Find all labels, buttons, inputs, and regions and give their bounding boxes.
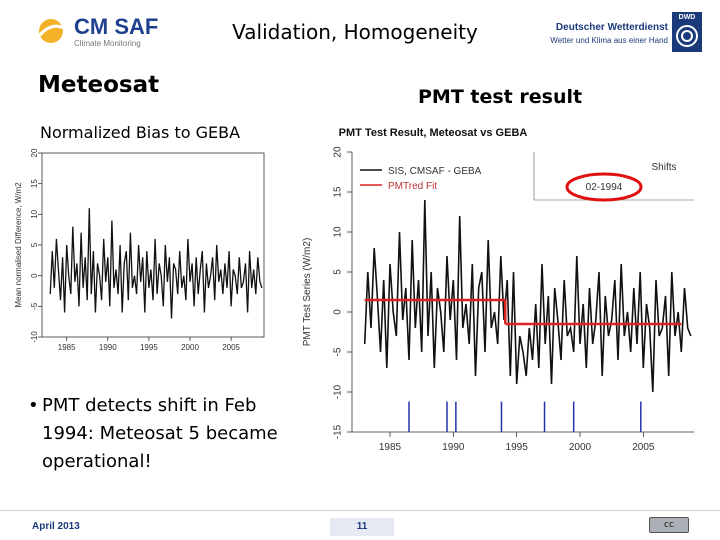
series-line-bias: [50, 208, 262, 318]
bias-chart: [12, 145, 270, 360]
pmt-chart: [298, 122, 708, 462]
left-chart-title: Normalized Bias to GEBA: [40, 123, 241, 142]
legend-label-fit: PMTred Fit: [388, 181, 438, 192]
y-tick-label: 15: [30, 179, 40, 189]
y-tick-label: 20: [30, 148, 40, 158]
y-tick-label: -5: [30, 302, 40, 310]
x-tick-label: 1990: [98, 343, 117, 352]
dwd-swirl-icon: [672, 22, 702, 52]
footer-date: April 2013: [32, 521, 80, 532]
sun-logo-icon: [34, 14, 68, 48]
dwd-name: Deutscher Wetterdienst: [555, 22, 668, 33]
shifts-label: Shifts: [651, 162, 677, 173]
legend-label-sis: SIS, CMSAF - GEBA: [388, 166, 482, 177]
x-tick-label: 1985: [378, 442, 402, 453]
callout-body: PMT detects shift in Feb 1994: Meteosat 5 became operational!: [42, 395, 278, 472]
slide-title: Validation, Homogeneity: [232, 20, 478, 44]
y-tick-label: 10: [332, 226, 344, 238]
dwd-logo: [672, 12, 702, 52]
callout-text: [28, 392, 288, 476]
dwd-tagline: Wetter und Klima aus einer Hand: [550, 36, 668, 45]
y-tick-label: 0: [332, 309, 344, 315]
x-tick-label: 2000: [181, 343, 199, 352]
x-tick-label: 1995: [139, 343, 158, 352]
x-tick-label: 2000: [568, 442, 592, 453]
x-tick-label: 2005: [632, 442, 655, 453]
y-tick-label: -10: [332, 384, 344, 400]
x-tick-label: 1995: [505, 442, 528, 453]
y-tick-label: -10: [30, 331, 40, 343]
cmsaf-logo: [34, 14, 164, 50]
x-tick-label: 1990: [442, 442, 465, 453]
y-tick-label: 5: [332, 269, 344, 275]
x-tick-label: 1985: [57, 343, 76, 352]
logo-subtitle: Climate Monitoring: [74, 39, 141, 48]
creative-commons-badge: cc: [649, 517, 689, 533]
y-tick-label: 10: [30, 209, 40, 219]
y-tick-label: 15: [332, 186, 344, 198]
y-tick-label: -15: [332, 424, 344, 440]
plot-frame: [42, 153, 264, 337]
y-tick-label: 0: [30, 273, 40, 278]
y-tick-label: -5: [332, 347, 344, 357]
bullet-marker: •: [28, 395, 39, 416]
right-chart-title: PMT Test Result, Meteosat vs GEBA: [338, 127, 528, 139]
y-axis-label: Mean normalised Difference, W/m2: [14, 182, 23, 308]
footer-divider: [0, 510, 720, 511]
x-tick-label: 2005: [222, 343, 241, 352]
logo-text: CM SAF: [74, 14, 159, 39]
series-line-sis: [365, 200, 691, 392]
y-tick-label: 5: [30, 242, 40, 248]
section-title-meteosat: Meteosat: [38, 72, 160, 98]
shift-date-label: 02-1994: [585, 182, 623, 193]
y-axis-label: PMT Test Series (W/m2): [302, 237, 313, 347]
page-number: 11: [330, 518, 394, 536]
y-tick-label: 20: [332, 146, 344, 158]
dwd-badge-text: DWD: [678, 14, 696, 21]
section-title-pmt: PMT test result: [418, 86, 583, 108]
